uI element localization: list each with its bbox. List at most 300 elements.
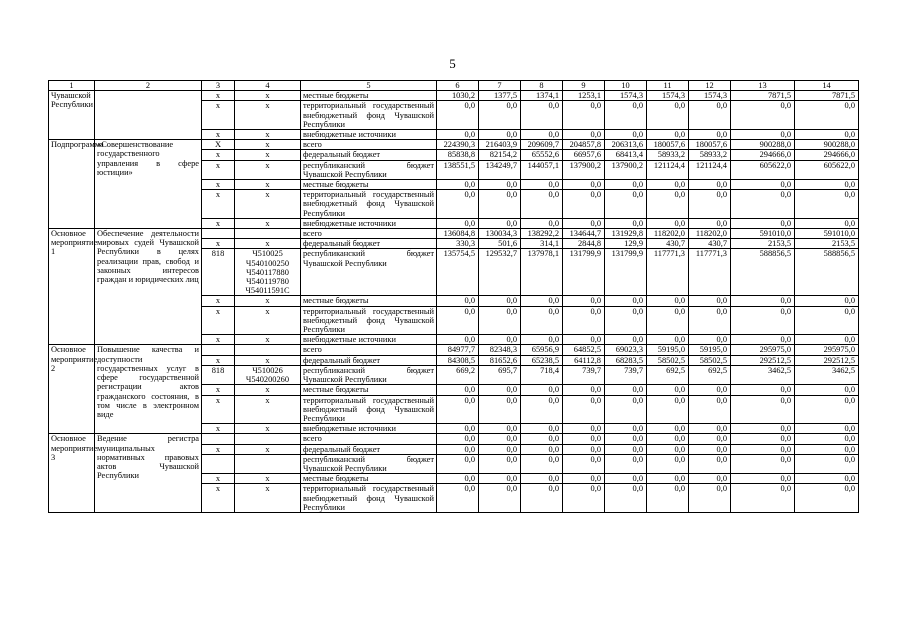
column-header: 11 [647,81,689,91]
amount-cell: 0,0 [689,101,731,130]
amount-cell: 692,5 [647,365,689,384]
target-code-cell: x [235,180,301,190]
program-name-cell [95,91,202,140]
amount-cell: 1574,3 [647,91,689,101]
amount-cell: 0,0 [437,474,479,484]
amount-cell: 0,0 [731,335,795,345]
target-code-cell: x [235,101,301,130]
amount-cell: 131929,8 [605,229,647,239]
amount-cell: 0,0 [647,218,689,228]
target-code-cell: x [235,130,301,140]
amount-cell: 180057,6 [689,140,731,150]
amount-cell: 295975,0 [731,345,795,355]
amount-cell: 0,0 [563,130,605,140]
amount-cell: 0,0 [521,474,563,484]
program-level-cell: Подпрограмма [49,140,95,229]
program-level-cell: Основное мероприятие 3 [49,434,95,513]
amount-cell: 330,3 [437,239,479,249]
grbs-code-cell: 818 [202,365,235,384]
amount-cell: 0,0 [689,454,731,473]
grbs-code-cell [202,454,235,473]
amount-cell: 0,0 [689,335,731,345]
amount-cell: 0,0 [563,335,605,345]
column-header: 2 [95,81,202,91]
program-name-cell: «Совершенствование государственного управления в сфере юстиции» [95,140,202,229]
table-row [49,91,859,101]
target-code-cell: x [235,306,301,335]
amount-cell: 0,0 [437,484,479,513]
column-header: 9 [563,81,605,91]
amount-cell: 0,0 [479,385,521,395]
amount-cell: 0,0 [647,454,689,473]
amount-cell: 0,0 [689,190,731,219]
amount-cell: 0,0 [479,101,521,130]
amount-cell: 0,0 [731,190,795,219]
grbs-code-cell [202,434,235,444]
target-code-cell: x [235,218,301,228]
amount-cell: 0,0 [521,385,563,395]
funding-source-cell: местные бюджеты [301,474,437,484]
amount-cell: 0,0 [437,218,479,228]
amount-cell: 0,0 [479,474,521,484]
amount-cell: 0,0 [521,296,563,306]
amount-cell: 314,1 [521,239,563,249]
grbs-code-cell: x [202,395,235,424]
grbs-code-cell: x [202,306,235,335]
amount-cell: 0,0 [521,190,563,219]
amount-cell: 0,0 [437,190,479,219]
funding-source-cell: местные бюджеты [301,296,437,306]
amount-cell: 0,0 [731,474,795,484]
funding-source-cell: республиканский бюджет Чувашской Республики [301,249,437,296]
amount-cell: 137900,2 [563,160,605,179]
amount-cell: 0,0 [689,385,731,395]
amount-cell: 0,0 [605,218,647,228]
amount-cell: 0,0 [479,454,521,473]
amount-cell: 0,0 [795,474,859,484]
grbs-code-cell: 818 [202,249,235,296]
amount-cell: 144057,1 [521,160,563,179]
amount-cell: 292512,5 [795,355,859,365]
funding-source-cell: территориальный государственный внебюджетный фонд Чувашской Республики [301,306,437,335]
amount-cell: 0,0 [521,101,563,130]
amount-cell: 0,0 [563,395,605,424]
table-row [49,434,859,444]
amount-cell: 0,0 [563,474,605,484]
program-level-cell: Основное мероприятие 1 [49,229,95,345]
amount-cell: 0,0 [605,335,647,345]
funding-source-cell: республиканский бюджет Чувашской Республики [301,454,437,473]
amount-cell: 0,0 [795,190,859,219]
amount-cell: 0,0 [521,218,563,228]
amount-cell: 430,7 [689,239,731,249]
amount-cell: 0,0 [647,474,689,484]
amount-cell: 591010,0 [795,229,859,239]
amount-cell: 64852,5 [563,345,605,355]
amount-cell: 0,0 [479,434,521,444]
funding-source-cell: территориальный государственный внебюджетный фонд Чувашской Республики [301,484,437,513]
amount-cell: 0,0 [563,180,605,190]
amount-cell: 0,0 [521,395,563,424]
funding-source-cell: федеральный бюджет [301,444,437,454]
column-header: 1 [49,81,95,91]
amount-cell: 82348,3 [479,345,521,355]
amount-cell: 0,0 [437,424,479,434]
amount-cell: 695,7 [479,365,521,384]
grbs-code-cell [202,345,235,355]
table-body [49,91,859,513]
target-code-cell: x [235,91,301,101]
amount-cell: 85838,8 [437,150,479,160]
amount-cell: 0,0 [437,296,479,306]
target-code-cell [235,454,301,473]
amount-cell: 180057,6 [647,140,689,150]
amount-cell: 204857,8 [563,140,605,150]
grbs-code-cell: x [202,355,235,365]
amount-cell: 294666,0 [795,150,859,160]
amount-cell: 0,0 [795,424,859,434]
amount-cell: 1253,1 [563,91,605,101]
column-header: 12 [689,81,731,91]
amount-cell: 0,0 [479,335,521,345]
amount-cell: 136084,8 [437,229,479,239]
amount-cell: 0,0 [437,335,479,345]
funding-source-cell: всего [301,140,437,150]
amount-cell: 0,0 [647,190,689,219]
funding-source-cell: территориальный государственный внебюджетный фонд Чувашской Республики [301,190,437,219]
grbs-code-cell: x [202,150,235,160]
grbs-code-cell: x [202,218,235,228]
amount-cell: 0,0 [605,385,647,395]
amount-cell: 58933,2 [689,150,731,160]
amount-cell: 0,0 [563,385,605,395]
amount-cell: 0,0 [479,424,521,434]
amount-cell: 2844,8 [563,239,605,249]
amount-cell: 900288,0 [795,140,859,150]
amount-cell: 0,0 [437,434,479,444]
amount-cell: 605622,0 [795,160,859,179]
amount-cell: 1374,1 [521,91,563,101]
amount-cell: 0,0 [479,444,521,454]
target-code-cell: x [235,474,301,484]
funding-source-cell: внебюджетные источники [301,218,437,228]
amount-cell: 900288,0 [731,140,795,150]
amount-cell: 0,0 [521,424,563,434]
amount-cell: 1574,3 [605,91,647,101]
funding-source-cell: федеральный бюджет [301,239,437,249]
program-name-cell: Ведение регистра муниципальных нормативных правовых актов Чувашской Республики [95,434,202,513]
amount-cell: 0,0 [437,385,479,395]
funding-source-cell: местные бюджеты [301,91,437,101]
amount-cell: 0,0 [689,180,731,190]
amount-cell: 68283,5 [605,355,647,365]
amount-cell: 117771,3 [689,249,731,296]
funding-source-cell: всего [301,434,437,444]
target-code-cell [235,345,301,355]
target-code-cell: x [235,140,301,150]
program-name-cell: Повышение качества и доступности государственных услуг в сфере государственной регистрации актов гражданского состояния, в том числе в электронном виде [95,345,202,434]
amount-cell: 0,0 [795,180,859,190]
amount-cell: 0,0 [689,130,731,140]
grbs-code-cell: x [202,444,235,454]
amount-cell: 0,0 [689,296,731,306]
grbs-code-cell: x [202,335,235,345]
grbs-code-cell: x [202,160,235,179]
amount-cell: 0,0 [563,190,605,219]
amount-cell: 58933,2 [647,150,689,160]
amount-cell: 0,0 [731,484,795,513]
amount-cell: 739,7 [605,365,647,384]
amount-cell: 0,0 [647,444,689,454]
amount-cell: 0,0 [605,454,647,473]
amount-cell: 1574,3 [689,91,731,101]
amount-cell: 588856,5 [795,249,859,296]
amount-cell: 0,0 [605,296,647,306]
amount-cell: 588856,5 [731,249,795,296]
grbs-code-cell: x [202,385,235,395]
amount-cell: 0,0 [521,484,563,513]
amount-cell: 0,0 [647,306,689,335]
target-code-cell: x [235,190,301,219]
target-code-cell: x [235,424,301,434]
amount-cell: 0,0 [795,101,859,130]
amount-cell: 84308,5 [437,355,479,365]
amount-cell: 134249,7 [479,160,521,179]
amount-cell: 0,0 [647,335,689,345]
grbs-code-cell [202,229,235,239]
amount-cell: 0,0 [795,130,859,140]
amount-cell: 58502,5 [647,355,689,365]
amount-cell: 0,0 [647,385,689,395]
amount-cell: 0,0 [731,130,795,140]
amount-cell: 0,0 [605,484,647,513]
amount-cell: 0,0 [689,444,731,454]
amount-cell: 131799,9 [605,249,647,296]
amount-cell: 0,0 [689,434,731,444]
amount-cell: 121124,4 [689,160,731,179]
amount-cell: 69023,3 [605,345,647,355]
amount-cell: 0,0 [689,424,731,434]
amount-cell: 129532,7 [479,249,521,296]
funding-source-cell: внебюджетные источники [301,424,437,434]
amount-cell: 117771,3 [647,249,689,296]
target-code-cell: x [235,150,301,160]
amount-cell: 216403,9 [479,140,521,150]
amount-cell: 0,0 [563,218,605,228]
amount-cell: 206313,6 [605,140,647,150]
amount-cell: 65956,9 [521,345,563,355]
amount-cell: 0,0 [479,130,521,140]
amount-cell: 0,0 [563,424,605,434]
funding-source-cell: местные бюджеты [301,180,437,190]
amount-cell: 0,0 [731,218,795,228]
amount-cell: 0,0 [521,335,563,345]
column-header: 4 [235,81,301,91]
amount-cell: 0,0 [521,180,563,190]
amount-cell: 0,0 [647,296,689,306]
amount-cell: 0,0 [437,180,479,190]
funding-source-cell: территориальный государственный внебюджетный фонд Чувашской Республики [301,395,437,424]
amount-cell: 0,0 [563,454,605,473]
amount-cell: 605622,0 [731,160,795,179]
amount-cell: 0,0 [647,180,689,190]
target-code-cell: Ч510026 Ч540200260 [235,365,301,384]
amount-cell: 0,0 [479,190,521,219]
column-header: 13 [731,81,795,91]
amount-cell: 295975,0 [795,345,859,355]
amount-cell: 0,0 [795,444,859,454]
amount-cell: 0,0 [563,484,605,513]
amount-cell: 292512,5 [731,355,795,365]
target-code-cell: x [235,395,301,424]
amount-cell: 0,0 [647,424,689,434]
grbs-code-cell: X [202,140,235,150]
amount-cell: 692,5 [689,365,731,384]
amount-cell: 0,0 [795,218,859,228]
grbs-code-cell: x [202,484,235,513]
amount-cell: 0,0 [479,395,521,424]
amount-cell: 138292,2 [521,229,563,239]
funding-source-cell: местные бюджеты [301,385,437,395]
amount-cell: 130034,3 [479,229,521,239]
amount-cell: 591010,0 [731,229,795,239]
column-header: 7 [479,81,521,91]
amount-cell: 0,0 [731,101,795,130]
amount-cell: 7871,5 [731,91,795,101]
amount-cell: 0,0 [605,190,647,219]
amount-cell: 0,0 [689,474,731,484]
amount-cell: 718,4 [521,365,563,384]
amount-cell: 0,0 [731,385,795,395]
amount-cell: 1030,2 [437,91,479,101]
program-level-cell: Основное мероприятие 2 [49,345,95,434]
amount-cell: 0,0 [647,130,689,140]
amount-cell: 430,7 [647,239,689,249]
amount-cell: 0,0 [731,395,795,424]
amount-cell: 669,2 [437,365,479,384]
amount-cell: 0,0 [437,395,479,424]
table-header [49,81,859,91]
column-header: 10 [605,81,647,91]
target-code-cell: x [235,160,301,179]
amount-cell: 0,0 [521,444,563,454]
amount-cell: 1377,5 [479,91,521,101]
amount-cell: 81652,6 [479,355,521,365]
funding-source-cell: внебюджетные источники [301,130,437,140]
amount-cell: 0,0 [647,395,689,424]
amount-cell: 0,0 [605,434,647,444]
amount-cell: 209609,7 [521,140,563,150]
amount-cell: 739,7 [563,365,605,384]
amount-cell: 0,0 [795,454,859,473]
target-code-cell [235,434,301,444]
funding-source-cell: внебюджетные источники [301,335,437,345]
amount-cell: 0,0 [605,306,647,335]
column-header: 14 [795,81,859,91]
grbs-code-cell: x [202,130,235,140]
funding-source-cell: федеральный бюджет [301,150,437,160]
program-level-cell: Чувашской Республики [49,91,95,140]
grbs-code-cell: x [202,180,235,190]
amount-cell: 135754,5 [437,249,479,296]
table-row [49,345,859,355]
amount-cell: 137978,1 [521,249,563,296]
amount-cell: 0,0 [731,434,795,444]
amount-cell: 0,0 [563,306,605,335]
target-code-cell: x [235,444,301,454]
amount-cell: 0,0 [479,484,521,513]
column-header: 5 [301,81,437,91]
amount-cell: 134644,7 [563,229,605,239]
amount-cell: 0,0 [479,218,521,228]
target-code-cell [235,229,301,239]
amount-cell: 0,0 [795,484,859,513]
amount-cell: 2153,5 [795,239,859,249]
amount-cell: 59195,0 [689,345,731,355]
table-row [49,229,859,239]
amount-cell: 137900,2 [605,160,647,179]
amount-cell: 0,0 [479,296,521,306]
amount-cell: 131799,9 [563,249,605,296]
amount-cell: 0,0 [563,296,605,306]
amount-cell: 0,0 [731,454,795,473]
amount-cell: 0,0 [437,130,479,140]
amount-cell: 0,0 [437,306,479,335]
amount-cell: 118202,0 [647,229,689,239]
page-number: 5 [449,56,456,71]
grbs-code-cell: x [202,190,235,219]
funding-source-cell: республиканский бюджет Чувашской Республики [301,365,437,384]
amount-cell: 0,0 [437,101,479,130]
target-code-cell: x [235,355,301,365]
column-header: 8 [521,81,563,91]
amount-cell: 0,0 [795,434,859,444]
grbs-code-cell: x [202,239,235,249]
amount-cell: 0,0 [731,180,795,190]
target-code-cell: x [235,335,301,345]
amount-cell: 2153,5 [731,239,795,249]
funding-source-cell: всего [301,229,437,239]
amount-cell: 0,0 [689,395,731,424]
amount-cell: 0,0 [689,484,731,513]
amount-cell: 0,0 [795,395,859,424]
amount-cell: 65238,5 [521,355,563,365]
column-header: 6 [437,81,479,91]
target-code-cell: Ч510025 Ч540100250 Ч540117880 Ч540119780 Ч54011591С [235,249,301,296]
amount-cell: 58502,5 [689,355,731,365]
amount-cell: 3462,5 [731,365,795,384]
target-code-cell: x [235,484,301,513]
amount-cell: 0,0 [647,434,689,444]
amount-cell: 0,0 [689,218,731,228]
amount-cell: 65552,6 [521,150,563,160]
amount-cell: 0,0 [521,130,563,140]
amount-cell: 0,0 [521,306,563,335]
amount-cell: 0,0 [605,180,647,190]
amount-cell: 294666,0 [731,150,795,160]
amount-cell: 0,0 [731,424,795,434]
grbs-code-cell: x [202,474,235,484]
amount-cell: 82154,2 [479,150,521,160]
target-code-cell: x [235,296,301,306]
amount-cell: 0,0 [689,306,731,335]
amount-cell: 0,0 [605,395,647,424]
amount-cell: 0,0 [437,444,479,454]
amount-cell: 121124,4 [647,160,689,179]
amount-cell: 138551,5 [437,160,479,179]
amount-cell: 0,0 [731,306,795,335]
funding-source-cell: всего [301,345,437,355]
